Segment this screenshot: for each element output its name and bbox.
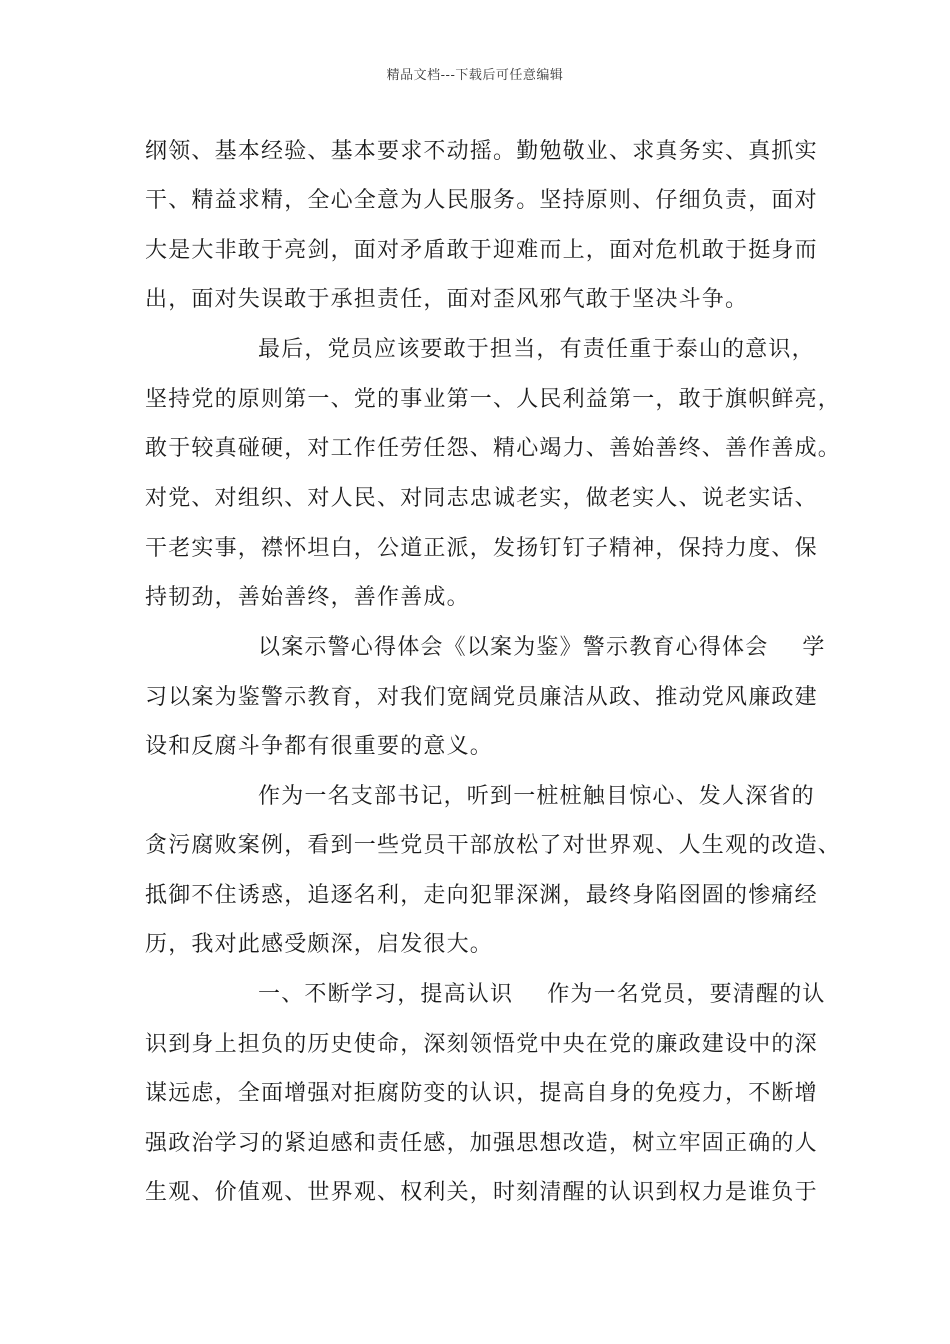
body-line: 干、精益求精，全心全意为人民服务。坚持原则、仔细负责，面对 bbox=[145, 188, 818, 213]
paragraph-start-line: 作为一名支部书记，听到一桩桩触目惊心、发人深省的 bbox=[258, 784, 815, 809]
section-title-line bbox=[258, 633, 950, 663]
page-header: 精品文档---下载后可任意编辑 bbox=[386, 68, 564, 83]
body-line: 习以案为鉴警示教育，对我们宽阔党员廉洁从政、推动党风廉政建 bbox=[145, 685, 818, 710]
body-text-start: 学 bbox=[802, 635, 826, 660]
paragraph-start-line: 最后，党员应该要敢于担当，有责任重于泰山的意识， bbox=[258, 337, 815, 362]
body-line: 纲领、基本经验、基本要求不动摇。勤勉敬业、求真务实、真抓实 bbox=[145, 139, 818, 164]
body-line: 坚持党的原则第一、党的事业第一、人民利益第一，敢于旗帜鲜亮， bbox=[145, 387, 842, 412]
body-line: 强政治学习的紧迫感和责任感，加强思想改造，树立牢固正确的人 bbox=[145, 1131, 818, 1156]
body-line: 贪污腐败案例，看到一些党员干部放松了对世界观、人生观的改造、 bbox=[145, 833, 842, 858]
body-line: 识到身上担负的历史使命，深刻领悟党中央在党的廉政建设中的深 bbox=[145, 1032, 818, 1057]
subsection-title-line bbox=[258, 980, 950, 1010]
body-line: 对党、对组织、对人民、对同志忠诚老实，做老实人、说老实话、 bbox=[145, 486, 818, 511]
section-title: 以案示警心得体会《以案为鉴》警示教育心得体会 bbox=[258, 635, 769, 660]
body-line: 敢于较真碰硬，对工作任劳任怨、精心竭力、善始善终、善作善成。 bbox=[145, 436, 842, 461]
body-line: 抵御不住诱惑，追逐名利，走向犯罪深渊，最终身陷囹圄的惨痛经 bbox=[145, 883, 818, 908]
body-line: 出，面对失误敢于承担责任，面对歪风邪气敢于坚决斗争。 bbox=[145, 287, 749, 312]
body-line: 干老实事，襟怀坦白，公道正派，发扬钉钉子精神，保持力度、保 bbox=[145, 536, 818, 561]
body-line: 生观、价值观、世界观、权利关，时刻清醒的认识到权力是谁负于 bbox=[145, 1180, 818, 1205]
body-text-start: 作为一名党员，要清醒的认 bbox=[547, 982, 826, 1007]
subsection-title: 一、不断学习，提高认识 bbox=[258, 982, 514, 1007]
body-line: 历，我对此感受颇深，启发很大。 bbox=[145, 932, 494, 957]
body-line: 设和反腐斗争都有很重要的意义。 bbox=[145, 734, 494, 759]
body-line: 谋远虑，全面增强对拒腐防变的认识，提高自身的免疫力，不断增 bbox=[145, 1081, 818, 1106]
body-line: 持韧劲，善始善终，善作善成。 bbox=[145, 585, 470, 610]
body-line: 大是大非敢于亮剑，面对矛盾敢于迎难而上，面对危机敢于挺身而 bbox=[145, 238, 818, 263]
